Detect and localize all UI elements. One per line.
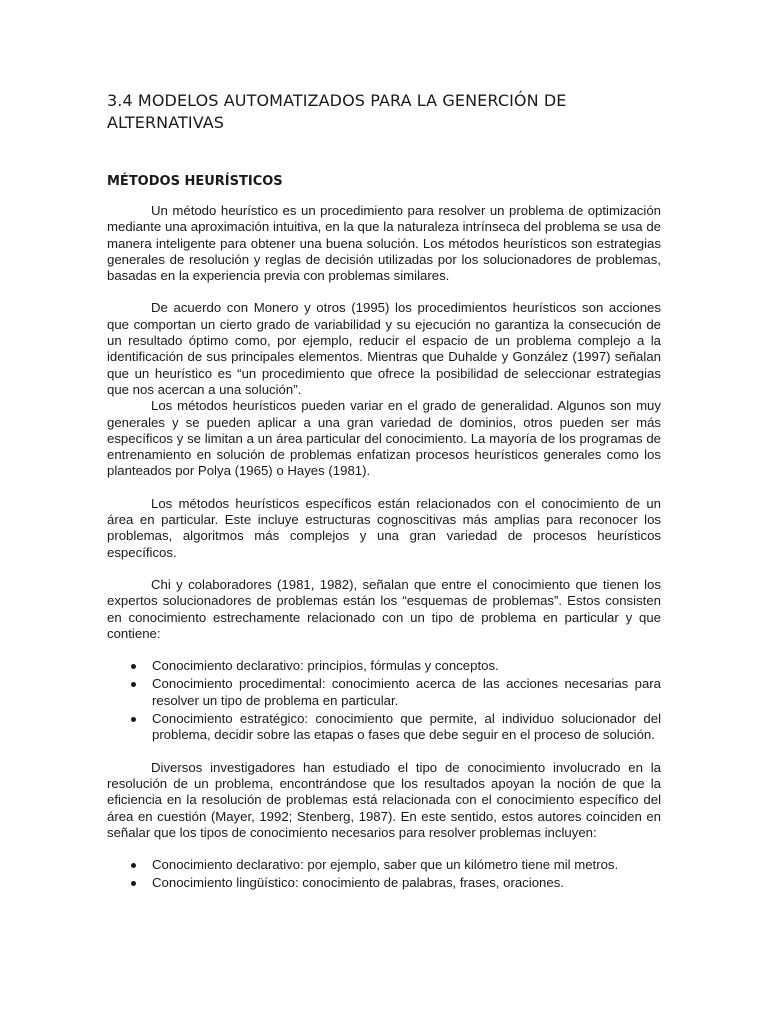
- paragraph-chi: Chi y colaboradores (1981, 1982), señalan que entre el conocimiento que tienen los expertos solucionadores de problemas están los “esquemas de problemas”. Estos consisten en conocimiento estrechamente relacionado con un tipo de problema en particular y que contiene:: [107, 576, 661, 641]
- list-item-text: Conocimiento procedimental: conocimiento acerca de las acciones necesarias para resolver un tipo de problema en particular.: [152, 676, 661, 708]
- list-item: [107, 676, 661, 709]
- paragraph-generality: Los métodos heurísticos pueden variar en el grado de generalidad. Algunos son muy generales y se pueden aplicar a una gran variedad de dominios, otros pueden ser más específicos y se limitan a un área particular del conocimiento. La mayoría de los programas de entrenamiento en solución de problemas enfatizan procesos heurísticos generales como los planteados por Polya (1965) o Hayes (1981).: [107, 398, 661, 479]
- list-item-text: Conocimiento lingüístico: conocimiento de palabras, frases, oraciones.: [152, 875, 564, 891]
- list-item-text: Conocimiento declarativo: por ejemplo, saber que un kilómetro tiene mil metros.: [152, 857, 619, 873]
- paragraph-definition: Un método heurístico es un procedimiento para resolver un problema de optimización mediante una aproximación intuitiva, en la que la naturaleza intrínseca del problema se usa de manera inteligente para obtener una buena solución. Los métodos heurísticos son estrategias generales de resolución y reglas de decisión utilizadas por los solucionadores de problemas, basadas en la experiencia previa con problemas similares.: [107, 203, 661, 284]
- bullet-icon: [131, 863, 136, 868]
- list-item-text: Conocimiento estratégico: conocimiento que permite, al individuo solucionador del problema, decidir sobre las etapas o fases que debe seguir en el proceso de solución.: [152, 711, 661, 743]
- paragraph-specific-methods: Los métodos heurísticos específicos están relacionados con el conocimiento de un área en particular. Este incluye estructuras cognoscitivas más amplias para reconocer los problemas, algoritmos más complejos y una gran variedad de procesos heurísticos específicos.: [107, 495, 661, 560]
- paragraph-monero: De acuerdo con Monero y otros (1995) los procedimientos heurísticos son acciones que comportan un cierto grado de variabilidad y su ejecución no garantiza la consecución de un resultado óptimo como, por ejemplo, reducir el espacio de un problema complejo a la identificación de sus principales elementos. Mientras que Duhalde y González (1997) señalan que un heurístico es “un procedimiento que ofrece la posibilidad de seleccionar estrategias que nos acercan a una solución”.: [107, 300, 661, 397]
- document-body: [107, 90, 661, 908]
- list-item: [107, 658, 661, 674]
- list-item-text: Conocimiento declarativo: principios, fórmulas y conceptos.: [152, 658, 499, 674]
- bullet-icon: [131, 664, 136, 669]
- list-item: [107, 857, 661, 873]
- bullet-icon: [131, 682, 136, 687]
- list-item: [107, 875, 661, 891]
- list-item: [107, 711, 661, 744]
- document-title: 3.4 MODELOS AUTOMATIZADOS PARA LA GENERCIÓN DE ALTERNATIVAS: [107, 91, 567, 132]
- knowledge-list-1: [107, 658, 661, 743]
- bullet-icon: [131, 717, 136, 722]
- bullet-icon: [131, 881, 136, 886]
- section-heading: MÉTODOS HEURÍSTICOS: [107, 174, 283, 189]
- knowledge-list-2: [107, 857, 661, 892]
- paragraph-researchers: Diversos investigadores han estudiado el tipo de conocimiento involucrado en la resolución de un problema, encontrándose que los resultados apoyan la noción de que la eficiencia en la resolución de problemas está relacionada con el conocimiento específico del área en cuestión (Mayer, 1992; Stenberg, 1987). En este sentido, estos autores coinciden en señalar que los tipos de conocimiento necesarios para resolver problemas incluyen:: [107, 759, 661, 840]
